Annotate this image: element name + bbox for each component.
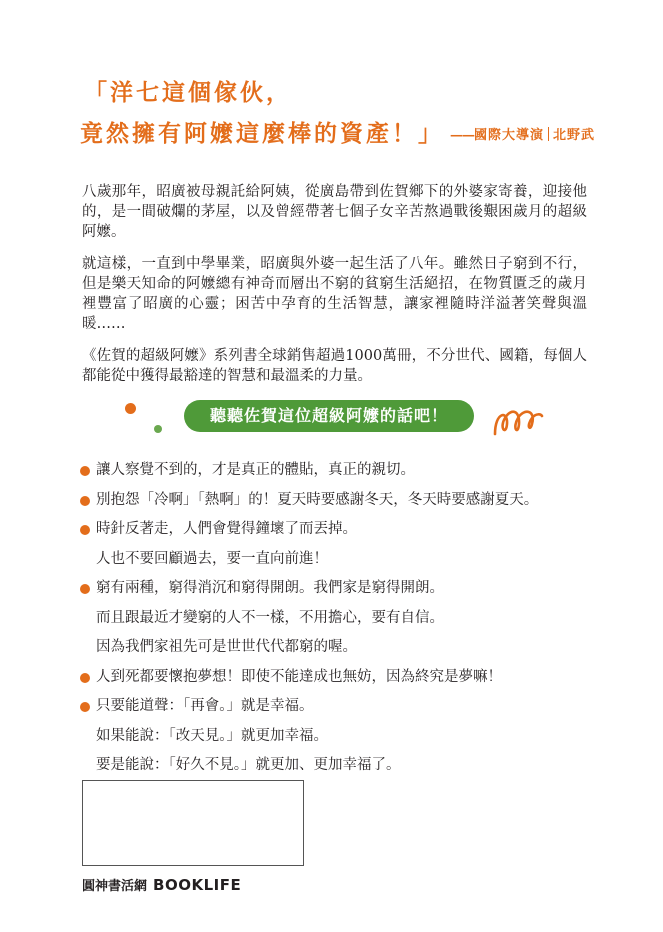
saying-line: 人到死都要懷抱夢想！即使不能達成也無妨，因為終究是夢嘛！ (96, 668, 502, 685)
quote-line-1: 「洋七這個傢伙， (84, 79, 292, 106)
saying-item (80, 456, 600, 486)
bullet-dot-icon (80, 466, 90, 476)
bullet-dot-icon (80, 673, 90, 683)
orange-dot-decoration (125, 403, 136, 414)
quote-line-2 (80, 117, 600, 153)
saying-line: 只要能道聲：「再會。」就是幸福。 (96, 698, 314, 714)
synopsis (82, 182, 587, 398)
bullet-dot-icon (80, 702, 90, 712)
attribution-name: 北野武 (553, 128, 596, 143)
bullet-dot-icon (80, 525, 90, 535)
publisher-name: 圓神書活網 (82, 879, 148, 894)
attribution-dash: —— (450, 128, 474, 143)
sayings-list (80, 456, 600, 781)
section-banner: 聽聽佐賀這位超級阿嬤的話吧！ (184, 400, 474, 432)
green-dot-decoration (154, 425, 162, 433)
synopsis-paragraph-1: 八歲那年，昭廣被母親託給阿姨，從廣島帶到佐賀鄉下的外婆家寄養，迎接他的，是一間破爛的茅屋，以及曾經帶著七個子女辛苦熬過戰後艱困歲月的超級阿嬤。 (82, 184, 587, 240)
synopsis-paragraph-2: 就這樣，一直到中學畢業，昭廣與外婆一起生活了八年。雖然日子窮到不行，但是樂天知命的阿嬤總有神奇而層出不窮的貧窮生活絕招，在物質匱乏的歲月裡豐富了昭廣的心靈；困苦中孕育的生活智慧，讓家裡隨時洋溢著笑聲與溫暖…… (82, 256, 587, 332)
saying-line: 因為我們家祖先可是世世代代都窮的喔。 (96, 639, 357, 655)
bullet-dot-icon (80, 584, 90, 594)
saying-line: 別抱怨「冷啊」「熱啊」的！夏天時要感謝冬天，冬天時要感謝夏天。 (96, 491, 539, 508)
synopsis-paragraph-3: 《佐賀的超級阿嬤》系列書全球銷售超過1000萬冊，不分世代、國籍，每個人都能從中獲得最豁達的智慧和最溫柔的力量。 (82, 348, 587, 384)
saying-item (80, 486, 600, 516)
saying-line: 要是能說：「好久不見。」就更加、更加幸福了。 (96, 757, 401, 773)
attribution-separator (548, 127, 549, 141)
saying-line: 讓人察覺不到的，才是真正的體貼，真正的親切。 (96, 462, 415, 478)
saying-item (80, 574, 600, 663)
saying-line: 窮有兩種，窮得消沉和窮得開朗。我們家是窮得開朗。 (96, 580, 444, 596)
quote-attribution (450, 128, 595, 143)
squiggle-icon (492, 404, 544, 438)
publisher-footer (82, 875, 241, 894)
saying-line: 而且跟最近才變窮的人不一樣，不用擔心，要有自信。 (96, 609, 444, 626)
bullet-dot-icon (80, 496, 90, 506)
saying-item (80, 663, 600, 693)
pull-quote (80, 76, 600, 153)
brand-logo: BOOKLIFE (153, 876, 242, 894)
saying-line: 如果能說：「改天見。」就更加幸福。 (96, 727, 328, 744)
saying-item (80, 692, 600, 781)
barcode-placeholder-box (82, 780, 304, 866)
attribution-role: 國際大導演 (474, 128, 545, 143)
quote-line-2-text: 竟然擁有阿嬤這麼棒的資產！」 (80, 120, 444, 147)
saying-line: 時針反著走，人們會覺得鐘壞了而丟掉。 (96, 521, 357, 537)
saying-line: 人也不要回顧過去，要一直向前進！ (96, 550, 328, 567)
saying-item (80, 515, 600, 574)
